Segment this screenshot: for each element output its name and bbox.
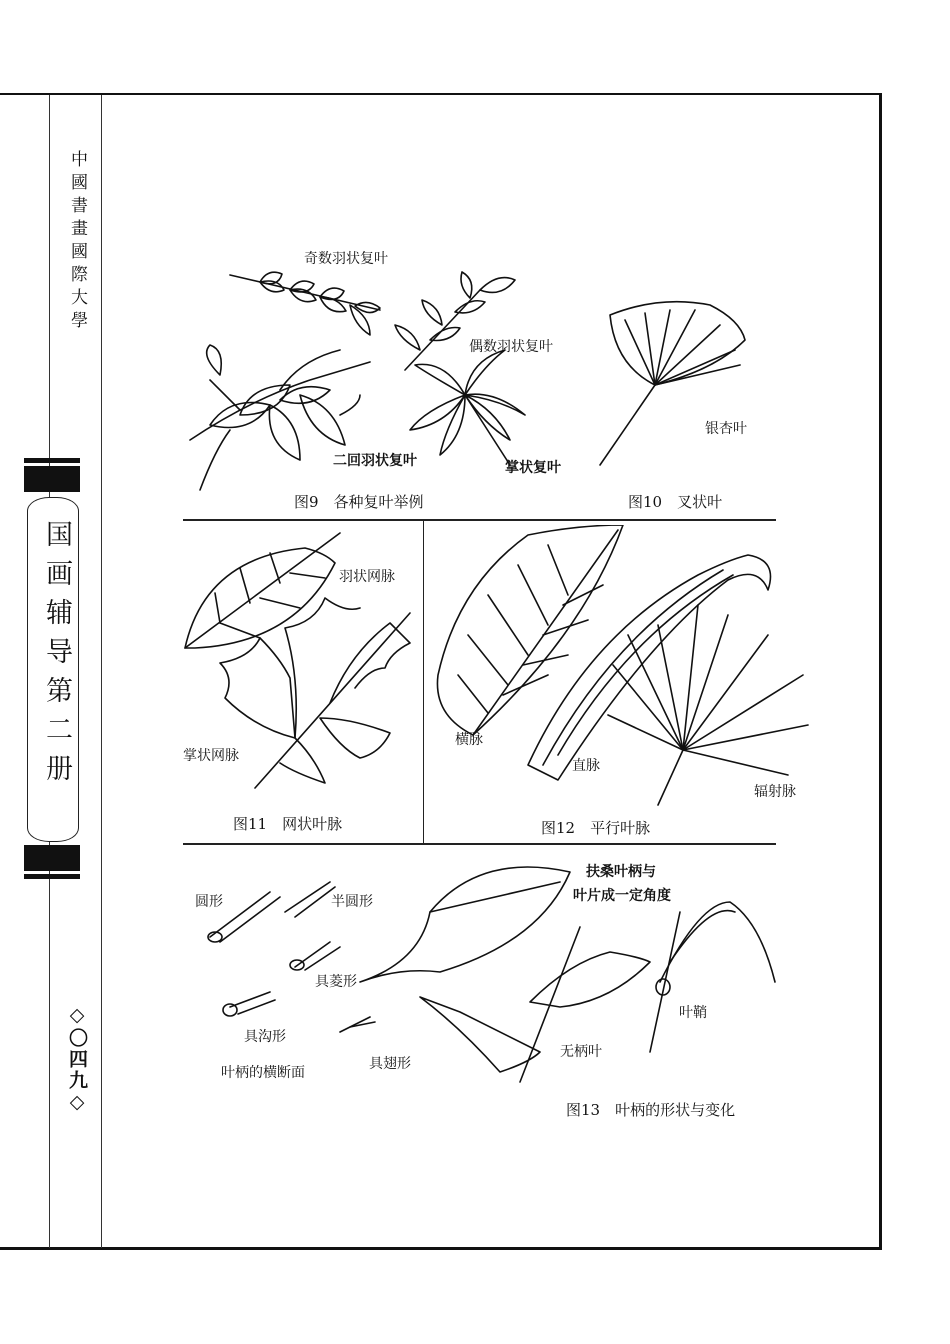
petiole-illustration	[200, 852, 790, 1092]
page-number: ◇〇四九◇	[66, 1004, 88, 1115]
school-name: 中國書畫國際大學	[67, 150, 87, 334]
sidebar-rule-right	[101, 95, 102, 1248]
label-hibiscus-note-2: 叶片成一定角度	[573, 888, 671, 904]
title-bar-bottom	[24, 845, 80, 871]
label-sheath: 叶鞘	[679, 1005, 707, 1021]
label-palmate: 掌状复叶	[505, 460, 561, 476]
book-title: 国画辅导第二册	[41, 520, 72, 793]
label-ginkgo: 银杏叶	[705, 421, 747, 437]
ginkgo-leaf-illustration	[595, 295, 785, 470]
label-palmate-net: 掌状网脉	[183, 748, 239, 764]
label-straight: 直脉	[572, 758, 600, 774]
caption-fig12: 图12 平行叶脉	[541, 819, 651, 837]
label-cross-section: 叶柄的横断面	[221, 1065, 305, 1081]
title-bar-top-thin	[24, 458, 80, 463]
title-bar-bottom-thin	[24, 874, 80, 879]
caption-fig9: 图9 各种复叶举例	[294, 493, 424, 511]
label-hibiscus-note-1: 扶桑叶柄与	[586, 864, 656, 880]
label-radial: 辐射脉	[754, 784, 796, 800]
label-pinnate-net: 羽状网脉	[339, 569, 395, 585]
parallel-venation-illustration	[428, 525, 818, 810]
label-round: 圆形	[195, 894, 223, 910]
label-transverse: 横脉	[455, 732, 483, 748]
label-odd-pinnate: 奇数羽状复叶	[304, 251, 388, 267]
caption-fig11: 图11 网状叶脉	[233, 815, 343, 833]
caption-fig13: 图13 叶柄的形状与变化	[566, 1101, 736, 1119]
label-sessile: 无柄叶	[560, 1044, 602, 1060]
title-bar-top	[24, 466, 80, 492]
section-divider-1	[183, 519, 776, 521]
section-divider-2	[183, 843, 776, 845]
label-winged: 具翅形	[369, 1056, 411, 1072]
label-grooved: 具沟形	[244, 1029, 286, 1045]
label-semicircle: 半圆形	[331, 894, 373, 910]
label-even-pinnate: 偶数羽状复叶	[469, 339, 553, 355]
caption-fig10: 图10 叉状叶	[628, 493, 723, 511]
section-divider-vertical	[423, 521, 424, 843]
label-bipinnate: 二回羽状复叶	[333, 453, 417, 469]
label-ridged: 具菱形	[315, 974, 357, 990]
